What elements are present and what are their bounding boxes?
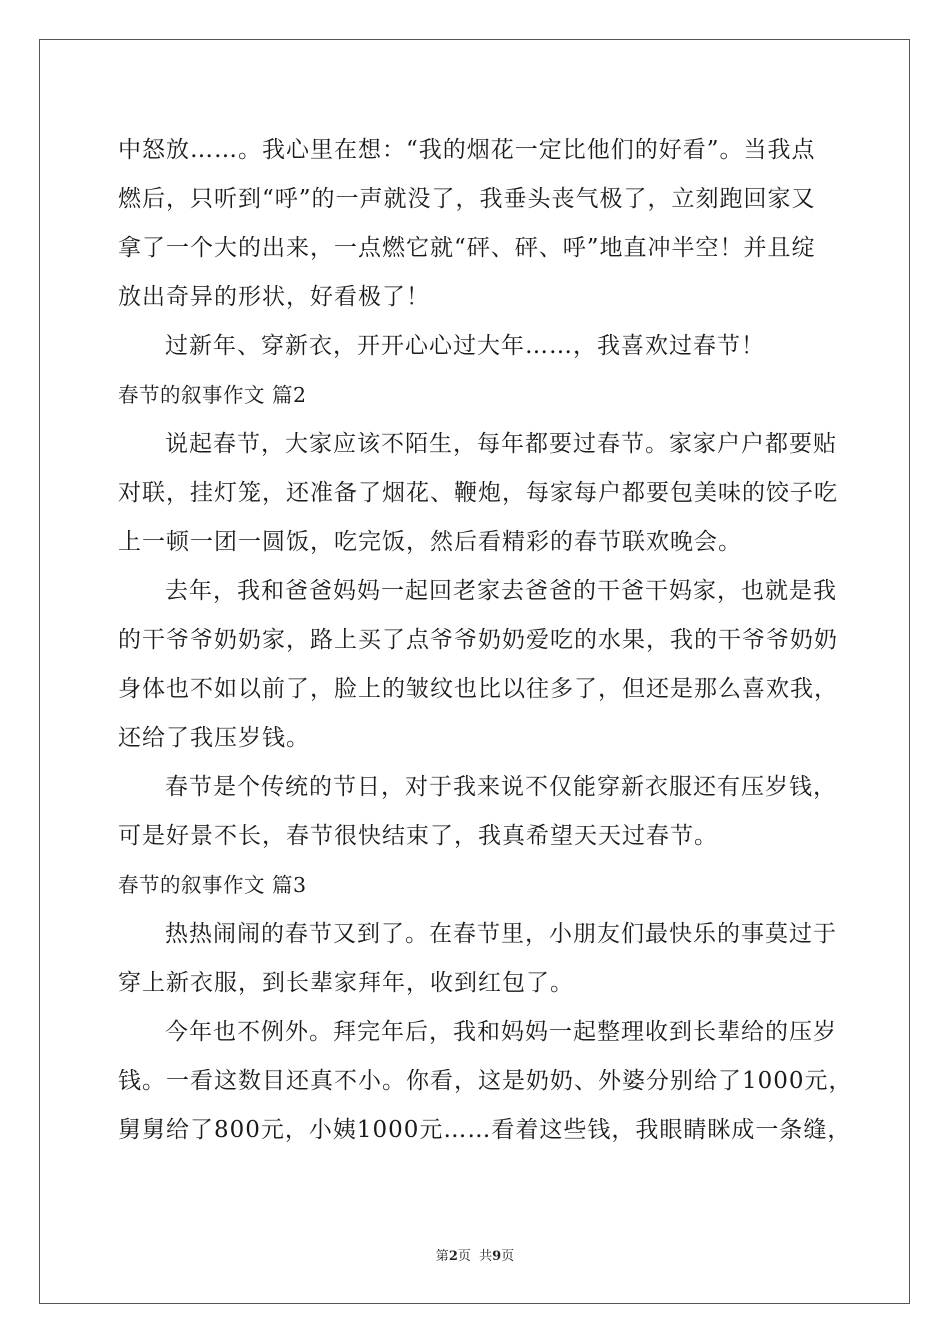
paragraph-line: 春节是个传统的节日，对于我来说不仅能穿新衣服还有压岁钱， [165, 774, 837, 800]
text-line: 放出奇异的形状，好看极了！ [118, 284, 430, 310]
text-line: 穿上新衣服，到长辈家拜年，收到红包了。 [118, 970, 574, 996]
paragraph-line: 热热闹闹的春节又到了。在春节里，小朋友们最快乐的事莫过于 [165, 921, 837, 947]
text-line: 拿了一个大的出来，一点燃它就“砰、砰、呼”地直冲半空！并且绽 [118, 235, 816, 261]
text-line: 钱。一看这数目还真不小。你看，这是奶奶、外婆分别给了1000元， [118, 1068, 853, 1094]
paragraph-line: 去年，我和爸爸妈妈一起回老家去爸爸的干爸干妈家，也就是我 [165, 578, 837, 604]
text-line: 可是好景不长，春节很快结束了，我真希望天天过春节。 [118, 823, 718, 849]
paragraph-line: 过新年、穿新衣，开开心心过大年……，我喜欢过春节！ [165, 333, 765, 359]
page-number-footer [0, 1245, 950, 1264]
page-mid: 页 共 [457, 1249, 493, 1264]
text-line: 上一顿一团一圆饭，吃完饭，然后看精彩的春节联欢晚会。 [118, 529, 742, 555]
text-line: 还给了我压岁钱。 [118, 725, 310, 751]
text-line: 舅舅给了800元，小姨1000元……看着这些钱，我眼睛眯成一条缝， [118, 1117, 852, 1143]
page-suffix: 页 [501, 1249, 515, 1264]
paragraph-line: 今年也不例外。拜完年后，我和妈妈一起整理收到长辈给的压岁 [165, 1019, 837, 1045]
text-line: 燃后，只听到“呼”的一声就没了，我垂头丧气极了，立刻跑回家又 [118, 186, 816, 212]
section-heading: 春节的叙事作文 篇3 [118, 873, 307, 897]
document-body [118, 126, 853, 1155]
paragraph-line: 说起春节，大家应该不陌生，每年都要过春节。家家户户都要贴 [165, 431, 837, 457]
page-current: 2 [448, 1249, 458, 1264]
page-total: 9 [492, 1249, 502, 1264]
section-heading: 春节的叙事作文 篇2 [118, 383, 307, 407]
text-line: 身体也不如以前了，脸上的皱纹也比以往多了，但还是那么喜欢我， [118, 676, 838, 702]
text-line: 中怒放……。我心里在想：“我的烟花一定比他们的好看”。当我点 [118, 137, 816, 163]
text-line: 的干爷爷奶奶家，路上买了点爷爷奶奶爱吃的水果，我的干爷爷奶奶 [118, 627, 838, 653]
text-line: 对联，挂灯笼，还准备了烟花、鞭炮，每家每户都要包美味的饺子吃 [118, 480, 838, 506]
page-prefix: 第 [435, 1249, 449, 1264]
